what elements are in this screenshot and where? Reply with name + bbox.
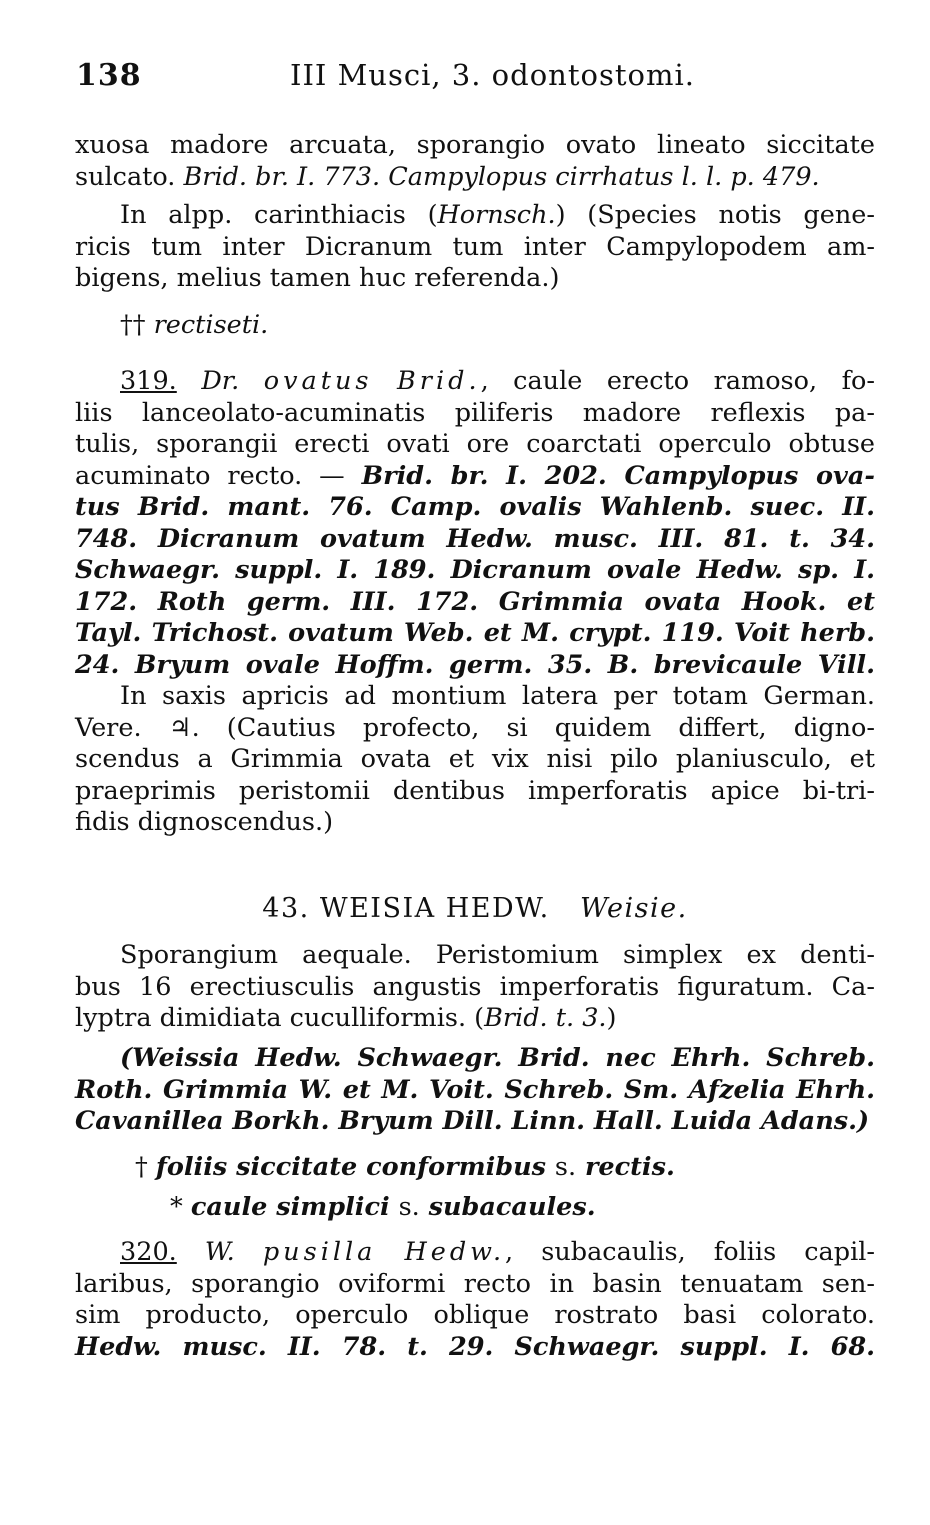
species-epithet: pusilla xyxy=(262,1237,377,1267)
subgroup-heading-rectiseti xyxy=(75,310,875,342)
text-line: fidis dignoscendus.) xyxy=(75,807,334,837)
text-line: sim producto, operculo oblique rostrato basi colorato. xyxy=(75,1300,875,1330)
text-line: praeprimis peristomii dentibus imperforatis apice bi-tri- xyxy=(75,775,875,806)
text-span: , subacaulis, foliis capil- xyxy=(505,1237,875,1267)
genus-synonyms xyxy=(75,1043,875,1138)
notes-paragraph xyxy=(75,200,875,295)
citation-line: Tayl. Trichost. ovatum Web. et M. crypt. 119. Voit herb. xyxy=(75,618,875,648)
citation-line: 748. Dicranum ovatum Hedw. musc. III. 81. t. 34. xyxy=(75,523,875,554)
species-number: 320. xyxy=(120,1237,177,1267)
citation-line: 172. Roth germ. III. 172. Grimmia ovata Hook. et xyxy=(75,586,875,617)
text-line xyxy=(75,1192,875,1224)
synonym-line: Roth. Grimmia W. et M. Voit. Schreb. Sm. Afzelia Ehrh. xyxy=(75,1074,875,1105)
text-span: , caule erecto ramoso, fo- xyxy=(480,366,876,396)
species-number: 319. xyxy=(120,366,177,396)
text-span: acuminato recto. — xyxy=(75,460,362,491)
text-line xyxy=(75,713,875,745)
page-header xyxy=(0,58,930,98)
subgroup-label: rectiseti. xyxy=(153,310,269,340)
text-line xyxy=(75,162,875,194)
text-span: s. xyxy=(554,1152,577,1182)
dagger-mark: † xyxy=(135,1152,148,1182)
text-span: In alpp. carinthiacis ( xyxy=(120,200,438,230)
subgroup-label: foliis siccitate conformibus xyxy=(155,1152,555,1182)
genus-description xyxy=(75,940,875,1035)
subgroup-label: rectis. xyxy=(576,1152,675,1182)
text-line: laribus, sporangio oviformi recto in basin tenuatam sen- xyxy=(75,1268,875,1299)
text-span: Vere. xyxy=(75,712,169,743)
text-line xyxy=(75,1003,875,1035)
citation: Brid. br. I. 202. Campylopus ova- xyxy=(361,460,875,491)
dagger-mark: †† xyxy=(120,310,146,340)
text-span: ) (Species notis gene- xyxy=(555,200,875,230)
genus-label: 43. WEISIA HEDW. xyxy=(262,893,550,924)
genus-abbrev: W. xyxy=(204,1237,235,1267)
vernacular-name: Weisie. xyxy=(579,893,688,924)
citation-line: Schwaegr. suppl. I. 189. Dicranum ovale Hedw. sp. I. xyxy=(75,555,875,585)
text-line: In saxis apricis ad montium latera per totam German. xyxy=(120,681,875,711)
text-span: s. xyxy=(398,1192,420,1222)
text-span: . (Cautius profecto, si quidem differt, digno- xyxy=(191,712,875,743)
page-number: 138 xyxy=(76,58,142,93)
text-line xyxy=(75,1152,875,1184)
author-name: Hedw. xyxy=(404,1237,506,1267)
subgroup-label: caule simplici xyxy=(190,1192,399,1222)
citation-line: 24. Bryum ovale Hoffm. germ. 35. B. brevicaule Vill. xyxy=(75,649,875,680)
subgroup-heading-foliis xyxy=(75,1152,875,1184)
text-span: ) xyxy=(606,1003,617,1033)
citation: Brid. t. 3. xyxy=(484,1003,607,1033)
text-line: liis lanceolato-acuminatis piliferis madore reflexis pa- xyxy=(75,397,875,428)
text-line xyxy=(75,310,875,342)
author-name: Brid. xyxy=(397,366,481,396)
running-head: III Musci, 3. odontostomi. xyxy=(290,58,695,92)
species-epithet: ovatus xyxy=(263,366,373,396)
text-line: ricis tum inter Dicranum tum inter Campylopodem am- xyxy=(75,231,875,262)
synonym-line: (Weissia Hedw. Schwaegr. Brid. nec Ehrh. Schreb. xyxy=(120,1043,875,1073)
text-line xyxy=(75,200,875,232)
text-line: tulis, sporangii erecti ovati ore coarctati operculo obtuse xyxy=(75,429,875,459)
text-line: Sporangium aequale. Peristomium simplex ex denti- xyxy=(120,940,875,970)
text-line: xuosa madore arcuata, sporangio ovato lineato siccitate xyxy=(75,130,875,160)
text-line xyxy=(75,461,875,493)
genus-abbrev: Dr. xyxy=(201,366,240,396)
text-line xyxy=(75,366,875,398)
perennial-symbol: ♃ xyxy=(168,712,192,743)
species-entry-320 xyxy=(75,1237,875,1363)
text-line: bus 16 erectiusculis angustis imperforatis figuratum. Ca- xyxy=(75,971,875,1002)
citation-line: Hedw. musc. II. 78. t. 29. Schwaegr. suppl. I. 68. xyxy=(75,1331,875,1362)
asterisk-mark: * xyxy=(170,1192,183,1222)
text-line: bigens, melius tamen huc referenda.) xyxy=(75,263,560,293)
text-span: sulcato. xyxy=(75,161,184,192)
text-span: lyptra dimidiata cuculliformis. ( xyxy=(75,1003,485,1033)
citation-line: tus Brid. mant. 76. Camp. ovalis Wahlenb. suec. II. xyxy=(75,492,875,522)
species-entry-319 xyxy=(75,366,875,839)
subgroup-label: subacaules. xyxy=(419,1192,596,1222)
subgroup-heading-caule xyxy=(75,1192,875,1224)
continuation-paragraph xyxy=(75,130,875,193)
genus-heading-43 xyxy=(75,893,875,924)
collector-name: Hornsch. xyxy=(437,200,556,230)
synonym-line: Cavanillea Borkh. Bryum Dill. Linn. Hall. Luida Adans.) xyxy=(75,1106,870,1136)
text-line xyxy=(75,1237,875,1269)
text-line: scendus a Grimmia ovata et vix nisi pilo planiusculo, et xyxy=(75,744,875,774)
citation: Brid. br. I. 773. Campylopus cirrhatus l. l. p. 479. xyxy=(183,161,820,192)
